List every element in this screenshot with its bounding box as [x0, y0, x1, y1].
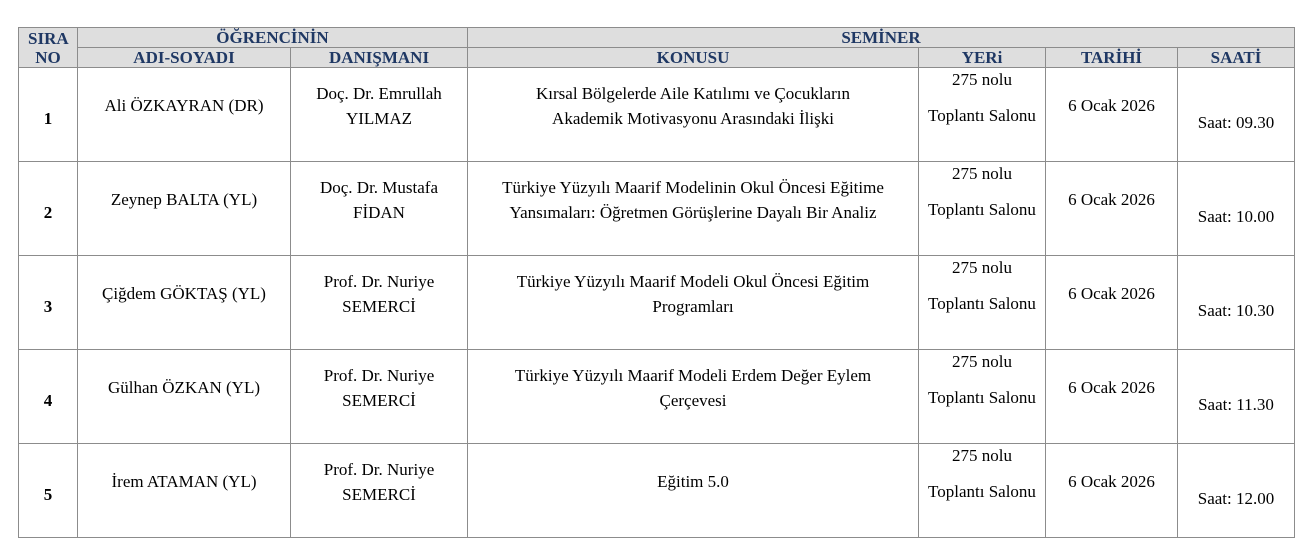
seminar-topic: Eğitim 5.0 [468, 444, 919, 538]
student-name: Zeynep BALTA (YL) [78, 162, 291, 256]
header-sira-no: SIRA NO [19, 28, 78, 68]
seminar-place: 275 nolu Toplantı Salonu [919, 68, 1046, 162]
seminar-topic: Türkiye Yüzyılı Maarif Modeli Okul Öncesi Eğitim Programları [468, 256, 919, 350]
seminar-date: 6 Ocak 2026 [1046, 444, 1178, 538]
header-row-2 [19, 48, 1295, 68]
table-row [19, 68, 1295, 162]
seminar-time: Saat: 11.30 [1178, 350, 1295, 444]
header-ogrencinin: ÖĞRENCİNİN [78, 28, 468, 48]
row-number: 3 [19, 256, 78, 350]
table-row [19, 256, 1295, 350]
advisor-name: Prof. Dr. Nuriye SEMERCİ [291, 444, 468, 538]
advisor-name: Doç. Dr. Mustafa FİDAN [291, 162, 468, 256]
seminar-date: 6 Ocak 2026 [1046, 162, 1178, 256]
header-adi-soyadi: ADI-SOYADI [78, 48, 291, 68]
seminar-place: 275 nolu Toplantı Salonu [919, 444, 1046, 538]
header-yeri: YERi [919, 48, 1046, 68]
header-saati: SAATİ [1178, 48, 1295, 68]
advisor-name: Prof. Dr. Nuriye SEMERCİ [291, 256, 468, 350]
student-name: İrem ATAMAN (YL) [78, 444, 291, 538]
header-seminer: SEMİNER [468, 28, 1295, 48]
advisor-name: Doç. Dr. Emrullah YILMAZ [291, 68, 468, 162]
seminar-place: 275 nolu Toplantı Salonu [919, 162, 1046, 256]
seminar-date: 6 Ocak 2026 [1046, 350, 1178, 444]
advisor-name: Prof. Dr. Nuriye SEMERCİ [291, 350, 468, 444]
seminar-place: 275 nolu Toplantı Salonu [919, 350, 1046, 444]
header-konusu: KONUSU [468, 48, 919, 68]
seminar-topic: Kırsal Bölgelerde Aile Katılımı ve Çocukların Akademik Motivasyonu Arasındaki İlişki [468, 68, 919, 162]
seminar-place: 275 nolu Toplantı Salonu [919, 256, 1046, 350]
row-number: 5 [19, 444, 78, 538]
student-name: Çiğdem GÖKTAŞ (YL) [78, 256, 291, 350]
seminar-time: Saat: 12.00 [1178, 444, 1295, 538]
seminar-time: Saat: 10.00 [1178, 162, 1295, 256]
seminar-date: 6 Ocak 2026 [1046, 256, 1178, 350]
student-name: Ali ÖZKAYRAN (DR) [78, 68, 291, 162]
header-danismani: DANIŞMANI [291, 48, 468, 68]
row-number: 2 [19, 162, 78, 256]
seminar-topic: Türkiye Yüzyılı Maarif Modelinin Okul Öncesi Eğitime Yansımaları: Öğretmen Görüşlerine Dayalı Bir Analiz [468, 162, 919, 256]
seminar-time: Saat: 10.30 [1178, 256, 1295, 350]
table-row [19, 444, 1295, 538]
header-row-1 [19, 28, 1295, 48]
header-tarihi: TARİHİ [1046, 48, 1178, 68]
row-number: 1 [19, 68, 78, 162]
seminar-date: 6 Ocak 2026 [1046, 68, 1178, 162]
row-number: 4 [19, 350, 78, 444]
table-row [19, 350, 1295, 444]
seminar-table [18, 27, 1295, 538]
table-row [19, 162, 1295, 256]
seminar-topic: Türkiye Yüzyılı Maarif Modeli Erdem Değer Eylem Çerçevesi [468, 350, 919, 444]
seminar-time: Saat: 09.30 [1178, 68, 1295, 162]
student-name: Gülhan ÖZKAN (YL) [78, 350, 291, 444]
